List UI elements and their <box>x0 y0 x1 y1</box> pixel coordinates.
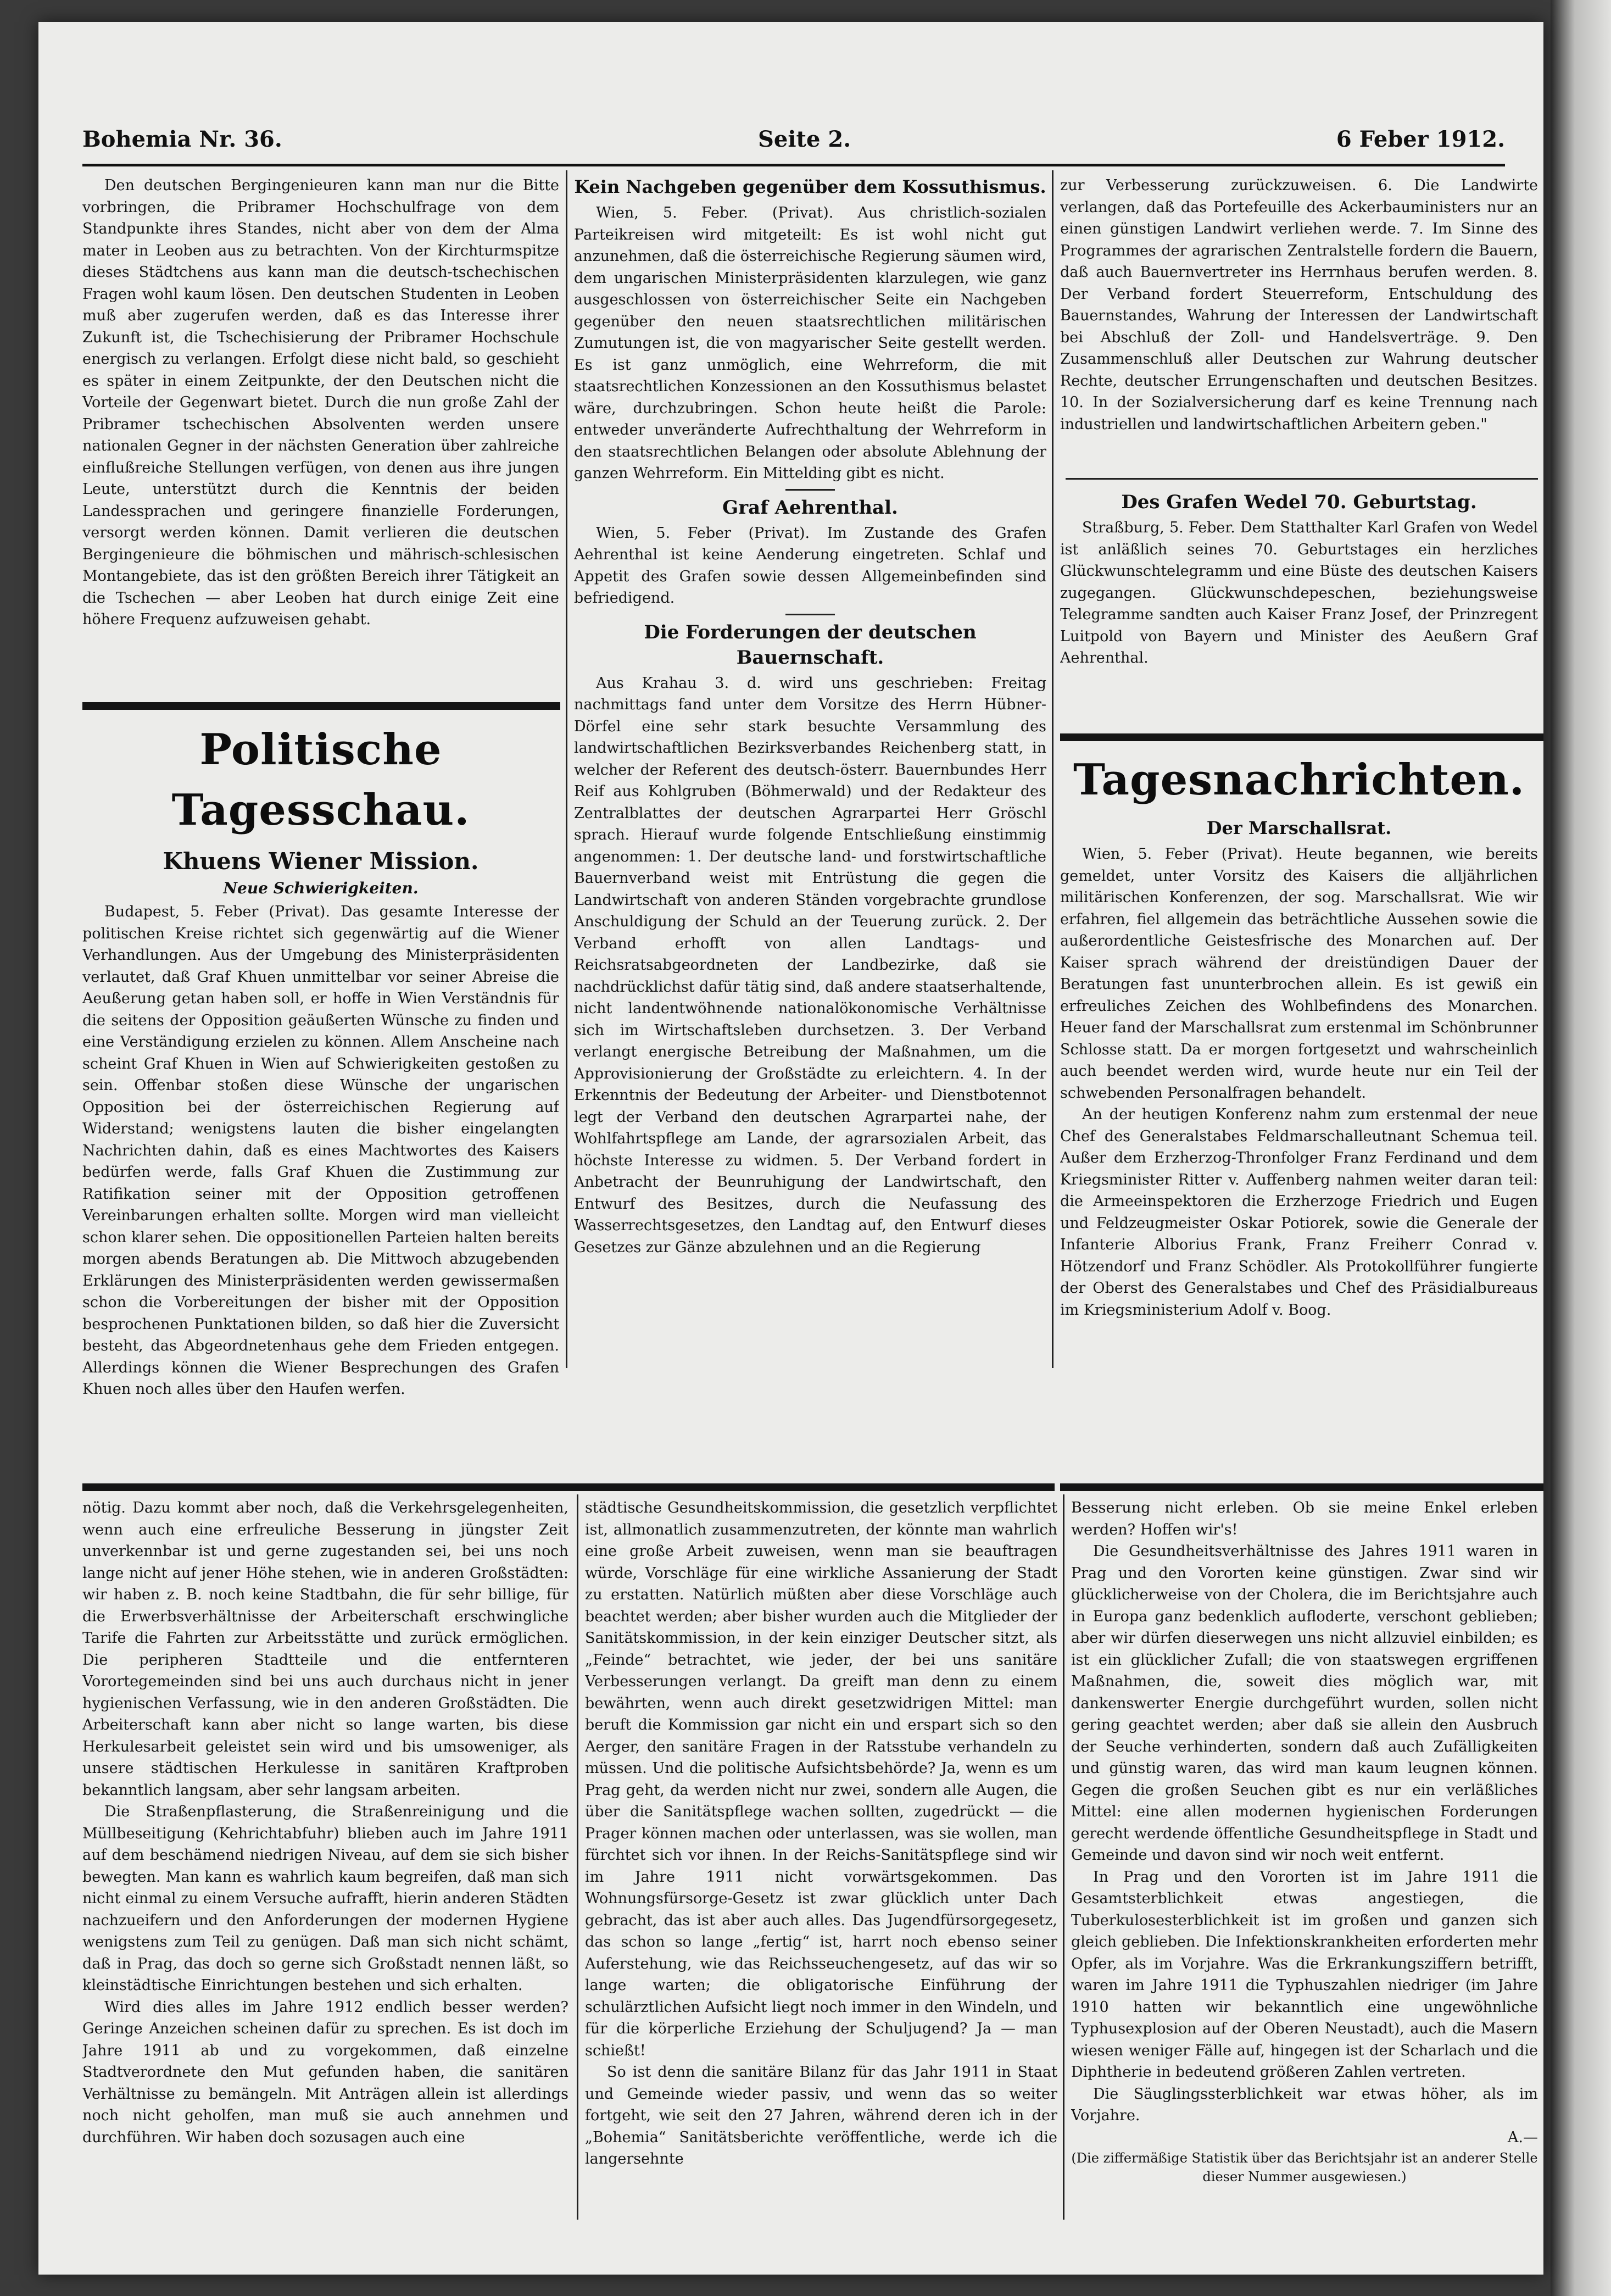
paragraph: Den deutschen Bergingenieuren kann man nur die Bitte vorbringen, die Pribramer Hochschulfrage von dem Standpunkte ihres Standes, nicht aber von dem der Alma mater in Leoben aus zu betrachten. Von der Kirchturmspitze dieses Städtchens aus kann man die deutsch-tschechischen Fragen wohl kaum lösen. Den deutschen Studenten in Leoben muß aber zugerufen werden, daß es das Interesse ihrer Zukunft ist, die Tschechisierung der Pribramer Hochschule energisch zu verlangen. Erfolgt diese nicht bald, so geschieht es später in einem Zeitpunkte, der den Deutschen nicht die Vorteile der Gegenwart bietet. Durch die nun große Zahl der Pribramer tschechischen Absolventen werden unsere nationalen Gegner in der nächsten Generation über zahlreiche einflußreiche Stellungen verfügen, von denen aus ihre jungen Leute, unterstützt durch die Kenntnis der beiden Landessprachen und geringere finanzielle Forderungen, versorgt werden können. Damit verlieren die deutschen Bergingenieure die böhmischen und mährisch-schlesischen Montangebiete, das ist den größten Bereich ihrer Tätigkeit an die Tschechen — aber Leoben hat durch einige Zeit eine höhere Frequenz aufzuweisen gehabt. <box>82 177 559 628</box>
paragraph: Die Gesundheitsverhältnisse des Jahres 1911 waren in Prag und den Vororten keine günstigen. Zwar sind wir glücklicherweise von der Cholera, die im Berichtsjahre auch in Europa ganz bedenklich aufloderte, verschont geblieben; aber wir dürfen dieserwegen uns nicht allzuviel einbilden; es ist ein glücklicher Zufall; die von staatswegen ergriffenen Maßnahmen, die, soweit dies möglich war, mit dankenswerter Energie durchgeführt wurden, sollen nicht gering geachtet werden; aber daß sie allein den Ausbruch der Seuche verhinderten, sondern daß auch Zufälligkeiten und günstig waren, das wird man kaum leugnen können. Gegen die großen Seuchen gibt es nur ein verläßliches Mittel: eine allen modernen hygienischen Forderungen gerecht werdende öffentliche Gesundheitspflege in Stadt und Gemeinde und davon sind wir noch weit entfernt. <box>1071 1543 1538 1864</box>
paragraph: So ist denn die sanitäre Bilanz für das Jahr 1911 in Staat und Gemeinde wieder passiv, und wenn das so weiter fortgeht, wie seit den 27 Jahren, während deren ich in der „Bohemia“ Sanitätsberichte veröffentliche, werde ich die langersehnte <box>585 2064 1057 2167</box>
page-edge-shadow <box>1551 0 1611 2296</box>
section-politische-tagesschau <box>82 714 559 1478</box>
article-headline: Des Grafen Wedel 70. Geburtstag. <box>1121 491 1477 513</box>
paragraph: nötig. Dazu kommt aber noch, daß die Verkehrsgelegenheiten, wenn auch eine erfreuliche Besserung in jüngster Zeit unverkennbar ist und gerne zugestanden sei, bei uns noch lange nicht auf jener Höhe stehen, wie in anderen Großstädten: wir haben z. B. noch keine Stadtbahn, die für sehr billige, für die Erwerbsverhältnisse der Arbeiterschaft erschwingliche Tarife die Fahrten zur Arbeitsstätte und zurück ermöglichen. Die peripheren Stadtteile und die entfernteren Vorortegemeinden sind bei uns auch durchaus nicht in jener hygienischen Verfassung, wie in den anderen Großstädten. Die Arbeiterschaft kann aber nicht so lange warten, bis diese Herkulesarbeit geleistet sein wird und bis umsoweniger, als unsere städtischen Herkulesse in sanitären Kraftproben bekanntlich langsam, aber sehr langsam arbeiten. <box>82 1499 568 1799</box>
short-divider <box>785 489 835 491</box>
paragraph: Wien, 5. Feber. (Privat). Aus christlich-sozialen Parteikreisen wird mitgeteilt: Es ist wohl nicht gut anzunehmen, daß die österreichische Regierung säumen wird, dem ungarischen Ministerpräsidenten klarzulegen, wie ganz ausgeschlossen von österreichischer Seite ein Nachgeben gegenüber den neuen staatsrechtlichen militärischen Zumutungen ist, die von magyarischer Seite gestellt werden. Es ist ganz unmöglich, eine Wehrreform, die mit staatsrechtlichen Konzessionen an den Kossuthismus belastet wäre, durchzubringen. Schon heute heißt die Parole: entweder unveränderte Aufrechthaltung der Wehrreform in den staatsrechtlichen Belangen oder absolute Ablehnung der ganzen Wehrreform. Ein Mittelding gibt es nicht. <box>574 204 1046 482</box>
section-title: Tagesnachrichten. <box>1073 755 1525 805</box>
column-rule-bottom-1 <box>577 1494 578 2220</box>
running-head <box>82 126 1505 165</box>
section-bar-left <box>82 702 560 710</box>
article-headline: Die Forderungen der deutschen Bauernschaft. <box>644 621 977 669</box>
paragraph: An der heutigen Konferenz nahm zum erstenmal der neue Chef des Generalstabes Feldmarschalleutnant Schemua teil. Außer dem Erzherzog-Thronfolger Franz Ferdinand und dem Kriegsminister Ritter v. Auffenberg nahmen weiter daran teil: die Armeeinspektoren die Erzherzoge Friedrich und Eugen und Feldzeugmeister Oskar Potiorek, sowie die Generale der Infanterie Alborius Frank, Franz Freiherr Conrad v. Hötzendorf und Franz Schödler. Als Protokollführer fungierte der Oberst des Generalstabes und Chef des Präsidialbureaus im Kriegsministerium Adolf v. Boog. <box>1060 1106 1538 1319</box>
header-rule <box>82 164 1505 166</box>
paragraph: Wien, 5. Feber (Privat). Heute begannen, wie bereits gemeldet, unter Vorsitz des Kaisers die alljährlichen militärischen Konferenzen, der sog. Marschallsrat. Wie wir erfahren, fiel allgemein das beträchtliche Aussehen sowie die außerordentliche Geistesfrische des Monarchen auf. Der Kaiser sprach während der dreistündigen Dauer der Beratungen fast ununterbrochen allein. Es ist gewiß ein erfreuliches Zeichen des Wohlbefindens des Monarchen. Heuer fand der Marschallsrat zum erstenmal im Schönbrunner Schlosse statt. Da er morgen fortgesetzt und wahrscheinlich auch beendet werden wird, wurde heute nur ein Teil der schwebenden Personalfragen behandelt. <box>1060 846 1538 1102</box>
article-headline: Graf Aehrenthal. <box>722 496 898 519</box>
article-headline: Khuens Wiener Mission. <box>163 848 479 875</box>
divider-col3 <box>1066 478 1538 480</box>
issue-date: 6 Feber 1912. <box>1336 126 1505 152</box>
paragraph: Die Säuglingssterblichkeit war etwas höher, als im Vorjahre. <box>1071 2085 1538 2124</box>
column-rule-bottom-2 <box>1063 1494 1064 2220</box>
column-middle-bottom <box>585 1497 1057 2217</box>
paragraph: zur Verbesserung zurückzuweisen. 6. Die Landwirte verlangen, daß das Portefeuille des Ackerbauministers nur an einen günstigen Landwirt verliehen werde. 7. Im Sinne des Programmes der agrarischen Zentralstelle fordern die Bauern, daß auch Bauernvertreter ins Herrnhaus berufen werden. 8. Der Verband fordert Steuerreform, Entschuldung des Bauernstandes, Wahrung der Interessen der Landwirtschaft bei Abschluß der Zoll- und Handelsverträge. 9. Den Zusammenschluß aller Deutschen zur Wahrung deutscher Rechte, deutscher Errungenschaften und deutschen Besitzes. 10. In der Sozialversicherung darf es keine Trennung nach industriellen und landwirtschaftlichen Arbeitern geben." <box>1060 177 1538 433</box>
section-tagesnachrichten <box>1060 744 1538 1478</box>
column-rule-top-2 <box>1052 170 1053 1368</box>
column-left-bottom <box>82 1497 568 2217</box>
paragraph: In Prag und den Vororten ist im Jahre 1911 die Gesamtsterblichkeit etwas angestiegen, die Tuberkulosesterblichkeit ist im großen und ganzen sich gleich geblieben. Die Infektionskrankheiten erforderten mehr Opfer, als im Vorjahre. Was die Erkrankungsziffern betrifft, waren im Jahre 1911 die Typhuszahlen niedriger (im Jahre 1910 hatten wir bekanntlich eine ungewöhnliche Typhusexplosion auf der Oberen Neustadt), auch die Masern wiesen weniger Fälle auf, hingegen ist der Scharlach und die Diphtherie in bedeutend größeren Zahlen vertreten. <box>1071 1868 1538 2081</box>
article-headline: Kein Nachgeben gegenüber dem Kossuthismus. <box>574 176 1046 197</box>
short-divider <box>785 614 835 615</box>
paragraph: Wird dies alles im Jahre 1912 endlich besser werden? Geringe Anzeichen scheinen dafür zu sprechen. Es ist doch im Jahre 1911 ab und zu vorgekommen, daß einzelne Stadtverordnete den Mut gefunden haben, die sanitären Verhältnisse zu bemängeln. Mit Anträgen allein ist allerdings noch nicht geholfen, man muß sie auch annehmen und durchführen. Wir haben doch sozusagen auch eine <box>82 1998 568 2146</box>
article-headline: Der Marschallsrat. <box>1206 818 1392 838</box>
column-right-bottom <box>1071 1497 1538 2217</box>
author-signature: A.— <box>1507 2128 1538 2146</box>
masthead-issue: Bohemia Nr. 36. <box>82 126 282 152</box>
section-bar-right <box>1060 733 1543 741</box>
paragraph: städtische Gesundheitskommission, die gesetzlich verpflichtet ist, allmonatlich zusammenzutreten, der könnte man wahrlich eine große Arbeit zuweisen, wenn man sie beauftragen würde, Vorschläge für eine wirkliche Assanierung der Stadt zu erstatten. Natürlich müßten aber diese Vorschläge auch beachtet werden; aber bisher wurden auch die Mitglieder der Sanitätskommission, in der kein einziger Deutscher sitzt, als „Feinde“ betrachtet, wie jeder, der bei uns sanitäre Verbesserungen verlangt. Da greift man denn zu einem bewährten, wenn auch direkt gesetzwidrigen Mittel: man beruft die Kommission gar nicht ein und erspart sich so den Aerger, den sanitäre Fragen in der Ratsstube verhandeln zu müssen. Und die politische Aufsichtsbehörde? Ja, wenn es um Prag geht, da werden nicht nur zwei, sondern alle Augen, die über die Sanitätspflege wachen sollten, zugedrückt — die Prager können machen oder unterlassen, was sie wollen, man fürchtet sich vor ihnen. In der Reichs-Sanitätspflege sind wir im Jahre 1911 nicht vorwärtsgekommen. Das Wohnungsfürsorge-Gesetz ist zwar glücklich unter Dach gebracht, das ist aber auch alles. Das Jugendfürsorgegesetz, das schon so lange „fertig“ ist, harrt noch ebenso seiner Auferstehung, wie das Reichsseuchengesetz, auf das wir so lange warten; die obligatorische Einführung der schulärztlichen Aufsicht liegt noch immer in den Windeln, und für die körperliche Erziehung der Schuljugend? Ja — man schießt! <box>585 1499 1057 2059</box>
paragraph: Budapest, 5. Feber (Privat). Das gesamte Interesse der politischen Kreise richtet sich gegenwärtig auf die Wiener Verhandlungen. Aus der Umgebung des Ministerpräsidenten verlautet, daß Graf Khuen unmittelbar vor seiner Abreise die Aeußerung getan haben soll, er hoffe in Wien Verständnis für die seitens der Opposition geäußerten Wünsche zu finden und eine Verständigung erzielen zu können. Allem Anscheine nach scheint Graf Khuen in Wien auf Schwierigkeiten gestoßen zu sein. Offenbar stoßen diese Wünsche der ungarischen Opposition bei der österreichischen Regierung auf Widerstand; wenigstens lauten die bisher eingelangten Nachrichten dahin, daß es eines Machtwortes des Kaisers bedürfen werde, falls Graf Khuen die Zustimmung zur Ratifikation seiner mit der Opposition getroffenen Vereinbarungen erhalten sollte. Morgen wird man vielleicht schon klarer sehen. Die oppositionellen Parteien halten bereits morgen abends Beratungen ab. Die Mittwoch abzugebenden Erklärungen des Ministerpräsidenten werden gewissermaßen schon die Vorbereitungen der bisher mit der Opposition besprochenen Punktationen bilden, so daß hier die Zuversicht besteht, das Abgeordnetenhaus gehe dem Frieden entgegen. Allerdings können die Wiener Besprechungen des Grafen Khuen noch alles über den Haufen werfen. <box>82 903 559 1398</box>
article-bergingenieure <box>82 175 559 697</box>
article-wedel <box>1060 486 1538 728</box>
paragraph: Besserung nicht erleben. Ob sie meine Enkel erleben werden? Hoffen wir's! <box>1071 1499 1538 1538</box>
paragraph: Wien, 5. Feber (Privat). Im Zustande des Grafen Aehrenthal ist keine Aenderung eingetreten. Schlaf und Appetit des Grafen sowie dessen Allgemeinbefinden sind befriedigend. <box>574 524 1046 607</box>
paragraph: Straßburg, 5. Feber. Dem Statthalter Karl Grafen von Wedel ist anläßlich seines 70. Geburtstages ein herzliches Glückwunschtelegramm und eine Büste des deutschen Kaisers zugegangen. Glückwunschdepeschen, beziehungsweise Telegramme sandten auch Kaiser Franz Josef, der Prinzregent Luitpold von Bayern und Minister des Aeußern Graf Aehrenthal. <box>1060 519 1538 666</box>
column-right-top <box>1060 175 1538 474</box>
column-rule-top-1 <box>566 170 567 1368</box>
section-title: Politische Tagesschau. <box>171 725 470 835</box>
paragraph: Die Straßenpflasterung, die Straßenreinigung und die Müllbeseitigung (Kehrichtabfuhr) blieben auch im Jahre 1911 auf dem beschämend niedrigen Niveau, auf dem sie sich bisher bewegten. Man kann es wahrlich kaum begreifen, daß man sich nicht einmal zu einem Versuche aufrafft, hierin anderen Städten nachzueifern und den Anforderungen der modernen Hygiene wenigstens zum Teil zu genügen. Daß man sich nicht schämt, daß in Prag, das doch so gerne sich Großstadt nennen läßt, so kleinstädtische Einrichtungen bestehen und sich erhalten. <box>82 1803 568 1994</box>
page-number: Seite 2. <box>758 126 851 152</box>
footnote: (Die ziffermäßige Statistik über das Berichtsjahr ist an anderer Stelle dieser Nummer ausgewiesen.) <box>1071 2150 1538 2184</box>
section-bar-bottom-right <box>1060 1483 1543 1491</box>
article-subheadline: Neue Schwierigkeiten. <box>223 879 419 897</box>
column-middle-top <box>574 175 1046 1477</box>
section-bar-bottom-left <box>82 1483 1055 1491</box>
paragraph: Aus Krahau 3. d. wird uns geschrieben: Freitag nachmittags fand unter dem Vorsitze des Herrn Hübner-Dörfel eine sehr stark besuchte Versammlung des landwirtschaftlichen Bezirksverbandes Reichenberg statt, in welcher der Referent des deutsch-österr. Bauernbundes Herr Reif aus Kohlgruben (Böhmerwald) und der Redakteur des Zentralblattes der deutschen Agrarpartei Herr Gröschl sprach. Hierauf wurde folgende Entschließung einstimmig angenommen: 1. Der deutsche land- und forstwirtschaftliche Bauernverband weist mit Entrüstung die gegen die Landwirtschaft von anderen Ständen vorgebrachte grundlose Anschuldigung der Schuld an der Teuerung zurück. 2. Der Verband erhofft von allen Landtags- und Reichsratsabgeordneten der Landbezirke, daß sie nachdrücklichst dafür tätig sind, daß andere staatserhaltende, nicht landentwöhnende nationalökonomische Verhältnisse sich im Wirtschaftsleben durchsetzen. 3. Der Verband verlangt energische Betreibung der Maßnahmen, um die Approvisionierung der Großstädte zu erleichtern. 4. In der Erkenntnis der Bedeutung der Arbeiter- und Dienstbotennot legt der Verband den deutschen Agrarpartei nahe, der Wohlfahrtspflege am Lande, der agrarsozialen Arbeit, das höchste Interesse zu widmen. 5. Der Verband fordert in Anbetracht der Beunruhigung der Landwirtschaft, den Entwurf des Besitzes, durch die Neufassung des Wasserrechtsgesetzes, den Landtag auf, den Entwurf dieses Gesetzes zur Gänze abzulehnen und an die Regierung <box>574 674 1046 1256</box>
